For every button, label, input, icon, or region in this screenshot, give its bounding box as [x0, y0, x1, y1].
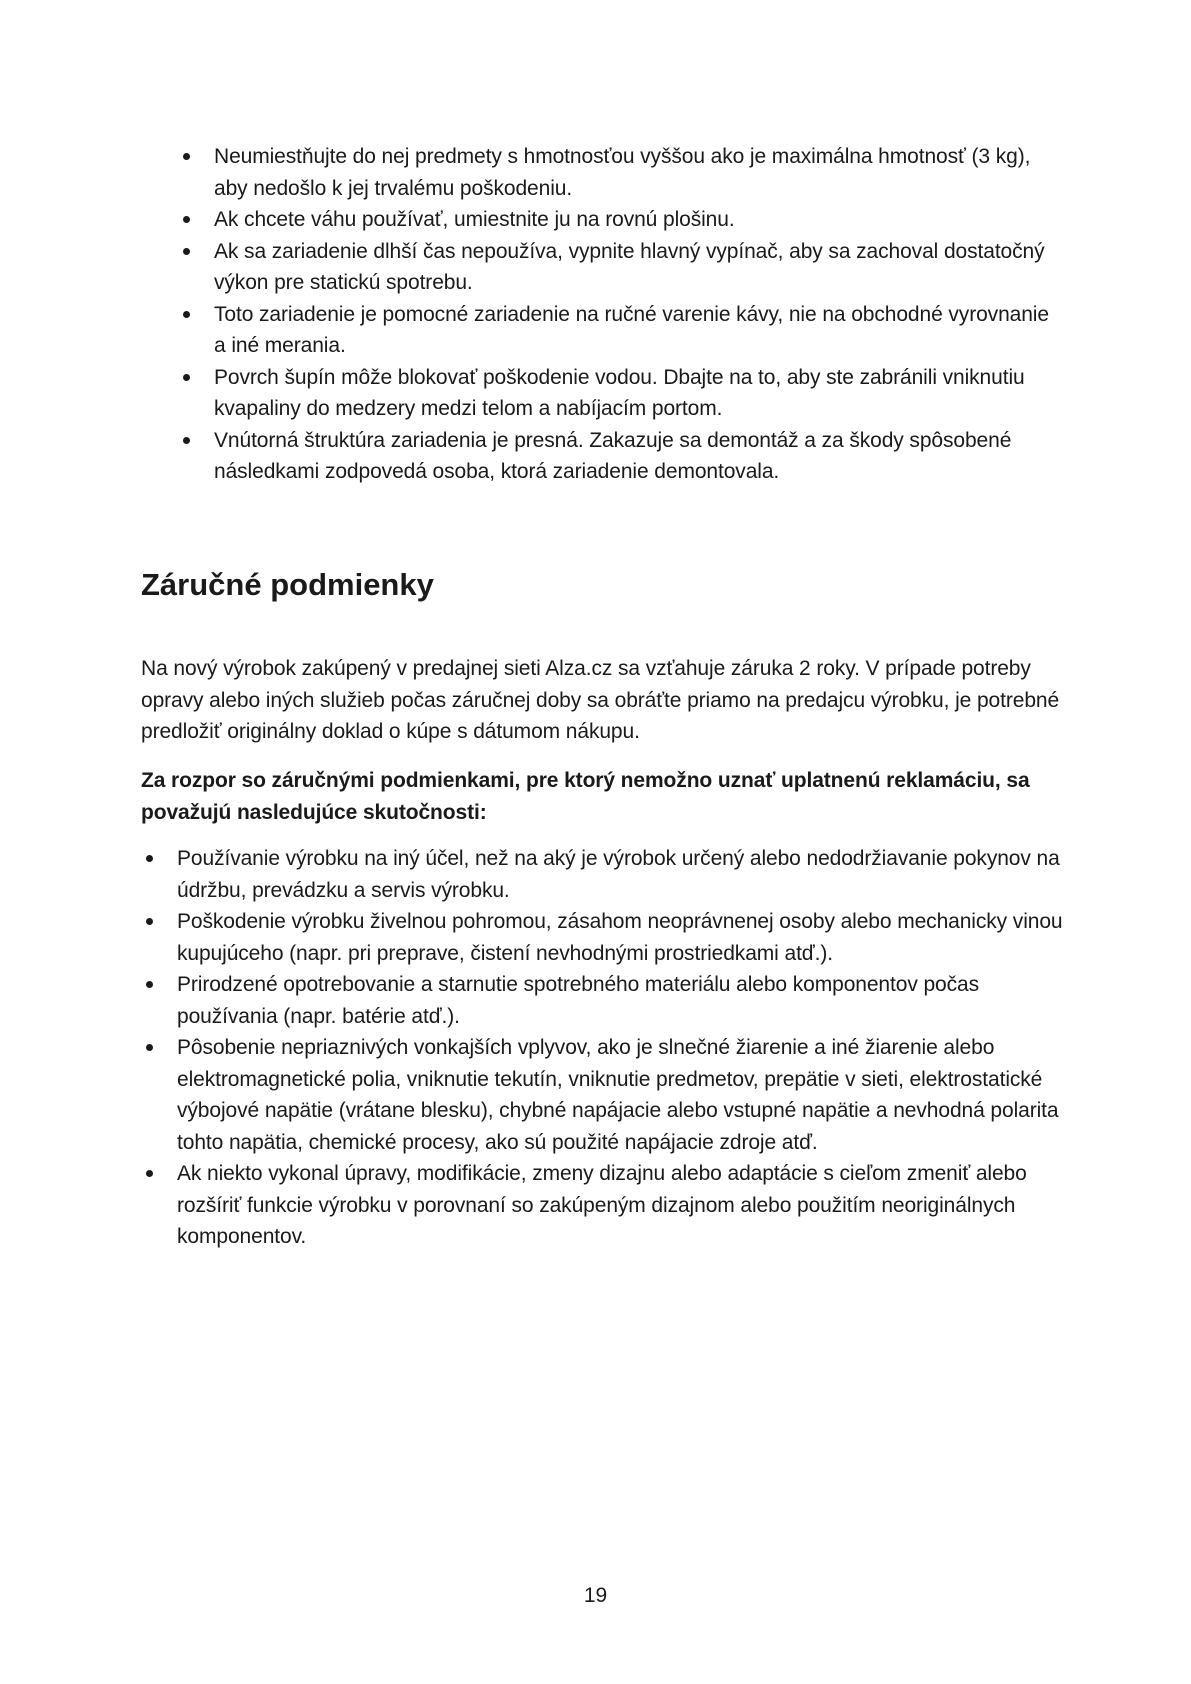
list-item — [214, 141, 1064, 204]
list-item — [214, 362, 1064, 425]
section-heading: Záručné podmienky — [141, 567, 434, 602]
list-item — [177, 1032, 1067, 1158]
list-item-text: Vnútorná štruktúra zariadenia je presná. Zakazuje sa demontáž a za škody spôsobené následkami zodpovedá osoba, ktorá zariadenie demontovala. — [214, 428, 1012, 483]
list-item — [177, 969, 1067, 1032]
page-number: 19 — [583, 1584, 608, 1607]
list-item-text: Pôsobenie nepriaznivých vonkajších vplyvov, ako je slnečné žiarenie a iné žiarenie alebo elektromagnetické polia, vniknutie tekutín, vniknutie predmetov, prepätie v sieti, elektrostatické výbojové napätie (vrátane blesku), chybné napájacie alebo vstupné napätie a nevhodná polarita tohto napätia, chemické procesy, ako sú použité napájacie zdroje atď. — [177, 1036, 1059, 1154]
list-item-text: Toto zariadenie je pomocné zariadenie na ručné varenie kávy, nie na obchodné vyrovnanie a iné merania. — [214, 302, 1049, 357]
bullet-icon — [183, 248, 190, 255]
list-item-text: Používanie výrobku na iný účel, než na aký je výrobok určený alebo nedodržiavanie pokynov na údržbu, prevádzku a servis výrobku. — [177, 847, 1060, 902]
list-item — [214, 425, 1064, 488]
list-item — [214, 236, 1064, 299]
list-item-text: Povrch šupín môže blokovať poškodenie vodou. Dbajte na to, aby ste zabránili vniknutiu kvapaliny do medzery medzi telom a nabíjacím portom. — [214, 365, 1025, 420]
bullet-icon — [146, 1170, 153, 1177]
list-item-text: Poškodenie výrobku živelnou pohromou, zásahom neoprávnenej osoby alebo mechanicky vinou kupujúceho (napr. pri preprave, čistení nevhodnými prostriedkami atď.). — [177, 910, 1063, 965]
list-item-text: Prirodzené opotrebovanie a starnutie spotrebného materiálu alebo komponentov počas používania (napr. batérie atď.). — [177, 973, 979, 1028]
list-item-text: Ak chcete váhu používať, umiestnite ju na rovnú plošinu. — [214, 208, 735, 231]
bullet-icon — [146, 1044, 153, 1051]
list-item-text: Neumiestňujte do nej predmety s hmotnosťou vyššou ako je maximálna hmotnosť (3 kg), aby nedošlo k jej trvalému poškodeniu. — [214, 145, 1031, 200]
list-item — [214, 204, 1064, 236]
bullet-icon — [183, 216, 190, 223]
bullet-icon — [146, 855, 153, 862]
bullet-icon — [146, 981, 153, 988]
list-item — [214, 299, 1064, 362]
warranty-exclusions-statement: Za rozpor so záručnými podmienkami, pre ktorý nemožno uznať uplatnenú reklamáciu, sa považujú nasledujúce skutočnosti: — [141, 769, 1030, 824]
safety-instructions-list — [214, 141, 1064, 488]
list-item — [177, 843, 1067, 906]
warranty-intro-paragraph: Na nový výrobok zakúpený v predajnej sieti Alza.cz sa vzťahuje záruka 2 roky. V prípade potreby opravy alebo iných služieb počas záručnej doby sa obráťte priamo na predajcu výrobku, je potrebné predložiť originálny doklad o kúpe s dátumom nákupu. — [141, 657, 1060, 743]
list-item — [177, 1158, 1067, 1253]
bullet-icon — [183, 153, 190, 160]
list-item-text: Ak sa zariadenie dlhší čas nepoužíva, vypnite hlavný vypínač, aby sa zachoval dostatočný výkon pre statickú spotrebu. — [214, 239, 1045, 294]
bullet-icon — [183, 374, 190, 381]
list-item — [177, 906, 1067, 969]
bullet-icon — [146, 918, 153, 925]
list-item-text: Ak niekto vykonal úpravy, modifikácie, zmeny dizajnu alebo adaptácie s cieľom zmeniť alebo rozšíriť funkcie výrobku v porovnaní so zakúpeným dizajnom alebo použitím neoriginálnych komponentov. — [177, 1162, 1027, 1248]
bullet-icon — [183, 437, 190, 444]
warranty-exclusions-list — [177, 843, 1067, 1253]
bullet-icon — [183, 311, 190, 318]
